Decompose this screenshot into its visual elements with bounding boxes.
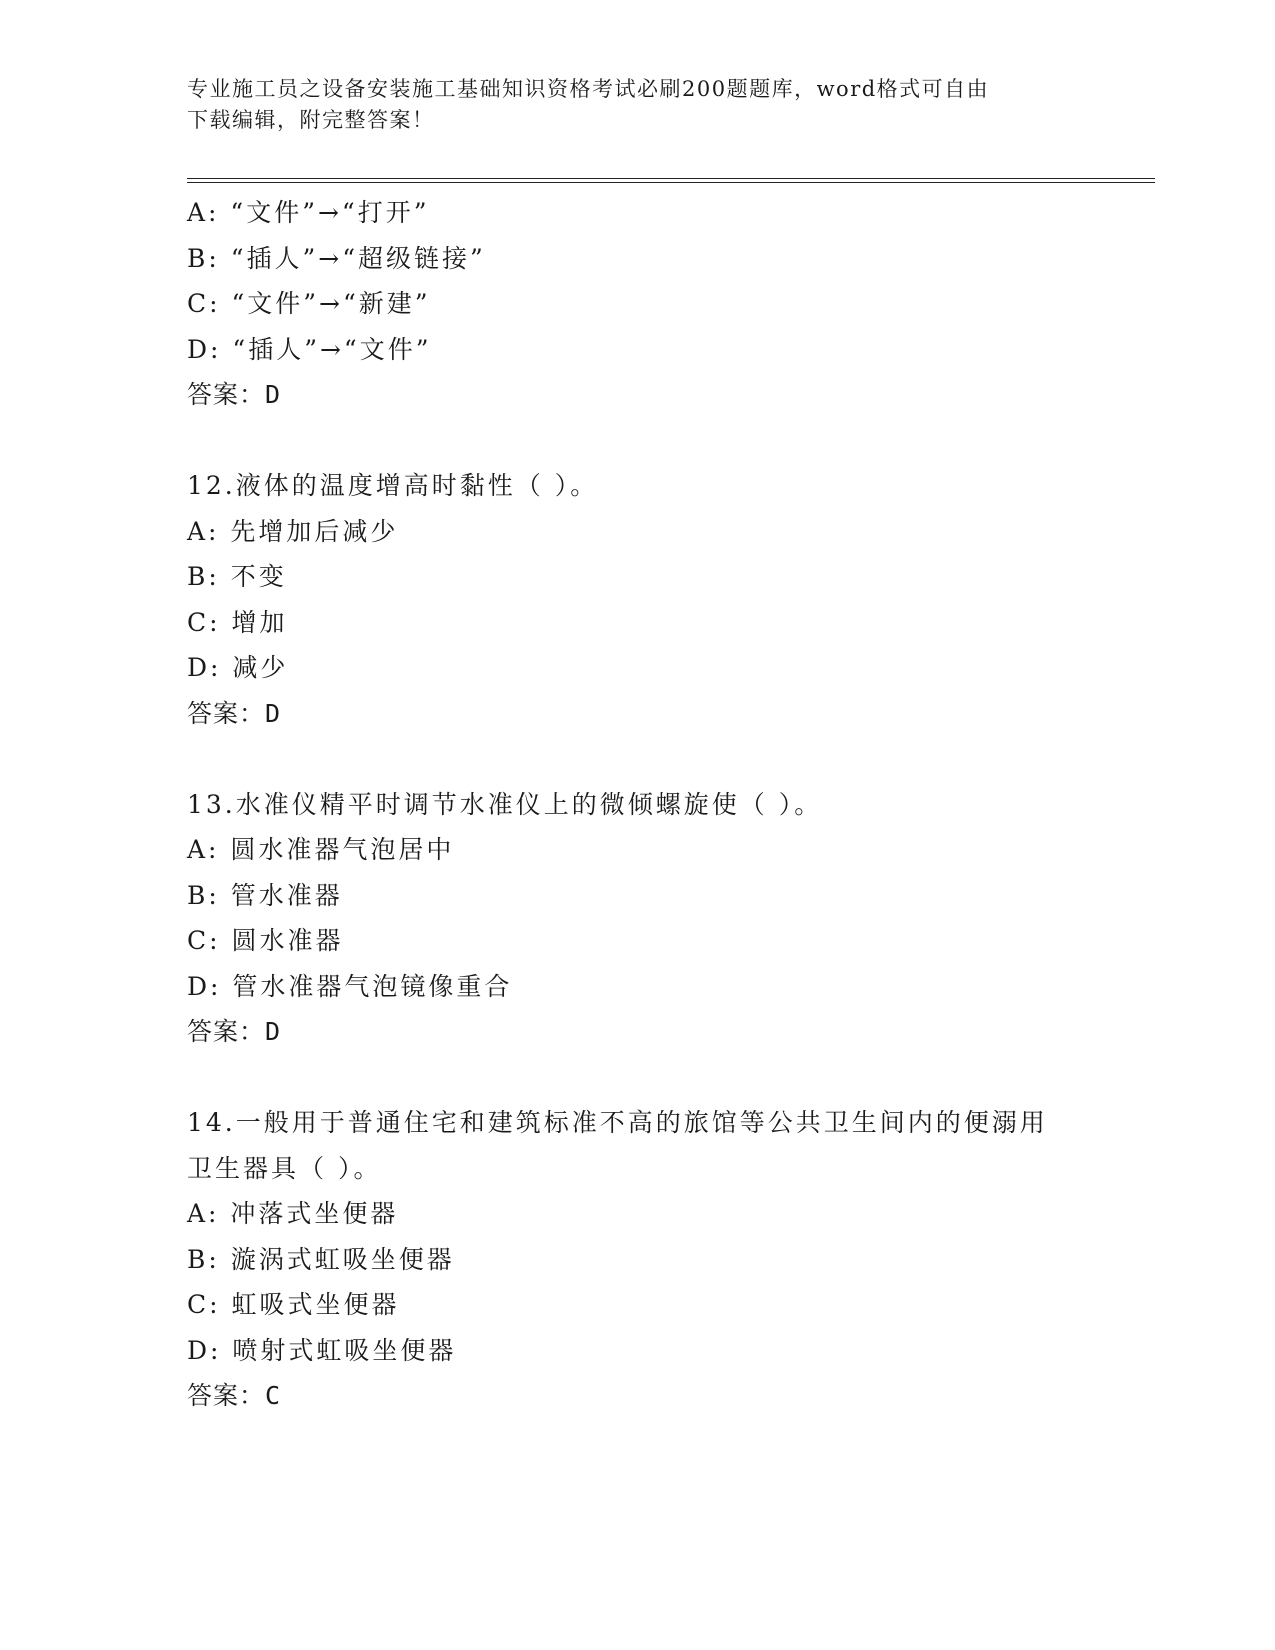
option-c: C: 圆水准器 [187,926,344,955]
question-14 [187,1100,1087,1419]
answer-line [187,372,1087,418]
question-13 [187,782,1087,1055]
option-c: C: 虹吸式坐便器 [187,1290,400,1319]
option-d: D: 管水准器气泡镜像重合 [187,971,513,1001]
option-b: B: 漩涡式虹吸坐便器 [187,1244,455,1274]
spacer [187,736,1087,782]
option-a: A: “文件”→“打开” [187,198,430,227]
answer-label: 答案： [187,1381,266,1410]
option-b: B: 管水准器 [187,880,343,910]
document-header [187,74,1077,136]
question-text-line-1: 14.一般用于普通住宅和建筑标准不高的旅馆等公共卫生间内的便溺用 [187,1108,1048,1137]
option-a: A: 冲落式坐便器 [187,1199,399,1228]
header-divider-top [187,178,1155,179]
spacer [187,418,1087,464]
answer-line [187,691,1087,737]
header-line-1: 专业施工员之设备安装施工基础知识资格考试必刷200题题库，word格式可自由 [187,77,990,101]
header-divider-bottom [187,182,1155,183]
answer-value: D [265,698,282,728]
spacer [187,1055,1087,1101]
answer-label: 答案： [187,698,266,728]
answer-line [187,1373,1087,1419]
question-text-line-2: 卫生器具（ ）。 [187,1153,382,1183]
question-12 [187,463,1087,736]
answer-label: 答案： [187,1017,266,1046]
option-a: A: 先增加后减少 [187,516,399,546]
option-d: D: “插人”→“文件” [187,334,432,364]
question-text: 13.水准仪精平时调节水准仪上的微倾螺旋使（ ）。 [187,789,823,819]
option-d: D: 喷射式虹吸坐便器 [187,1335,457,1365]
answer-value: D [265,1017,282,1046]
option-c: C: “文件”→“新建” [187,289,431,318]
option-d: D: 减少 [187,653,289,682]
question-11 [187,190,1087,418]
option-c: C: 增加 [187,607,288,637]
option-b: B: 不变 [187,562,287,591]
option-b: B: “插人”→“超级链接” [187,243,486,273]
option-a: A: 圆水准器气泡居中 [187,835,455,864]
question-text: 12.液体的温度增高时黏性（ ）。 [187,471,599,500]
answer-line [187,1009,1087,1055]
answer-label: 答案： [187,380,266,409]
answer-value: C [265,1381,282,1410]
answer-value: D [265,380,282,409]
question-list [187,190,1087,1419]
header-line-2: 下载编辑，附完整答案！ [187,108,435,132]
